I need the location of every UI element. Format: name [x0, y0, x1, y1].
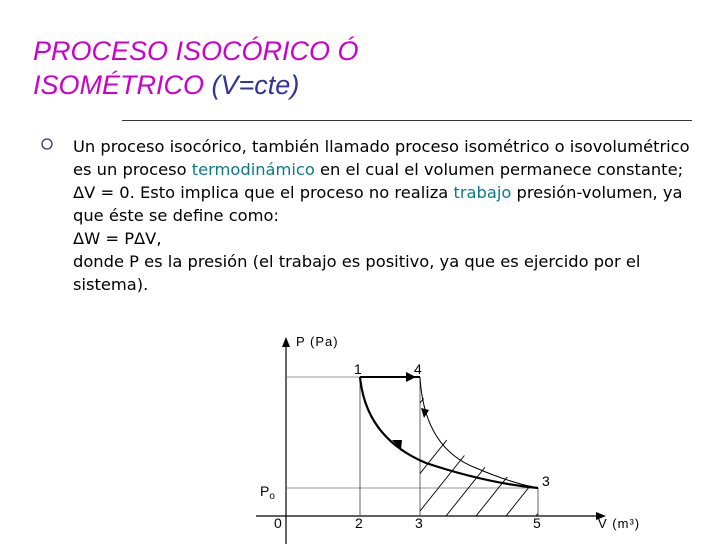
x-axis-label: V (m³) [598, 516, 641, 531]
y-axis-arrow-icon [282, 337, 290, 347]
link-termodinamico[interactable]: termodinámico [191, 160, 315, 179]
point-label-1: 1 [354, 361, 362, 377]
curve-4-3 [420, 377, 538, 488]
slide-title [33, 34, 593, 102]
pv-diagram [226, 328, 666, 546]
point-label-3: 3 [542, 473, 550, 489]
hollow-circle-bullet-icon [40, 137, 54, 151]
point-label-4: 4 [414, 361, 422, 377]
paragraph-text-2: en el cual el volumen permanece constante; ΔV = 0. Esto implica que el proceso no realiza [73, 160, 684, 202]
title-divider [122, 120, 692, 121]
title-line-1: PROCESO ISOCÓRICO Ó [33, 36, 359, 66]
link-trabajo[interactable]: trabajo [453, 183, 512, 202]
y-axis-label: P (Pa) [296, 334, 339, 349]
paragraph-text-4: donde P es la presión (el trabajo es positivo, ya que es ejercido por el sistema). [73, 252, 641, 294]
x-tick-2: 2 [355, 515, 363, 531]
paragraph-text-3: presión-volumen, ya que éste se define como: [73, 183, 683, 225]
body-paragraph [73, 135, 698, 296]
x-tick-3: 3 [415, 515, 423, 531]
x-tick-5: 5 [533, 515, 541, 531]
origin-label: 0 [274, 515, 282, 531]
p0-label: $P_o$ [260, 483, 275, 502]
title-subtitle: (V=cte) [211, 70, 300, 100]
arrow-curve-4-3-icon [421, 408, 429, 418]
work-formula: ΔW = PΔV, [73, 229, 162, 248]
paragraph-text-1: Un proceso isocórico, también llamado proceso isométrico o isovolumétrico es un proceso [73, 137, 690, 179]
title-line-2: ISOMÉTRICO [33, 70, 205, 100]
curve-1-3 [360, 377, 538, 488]
